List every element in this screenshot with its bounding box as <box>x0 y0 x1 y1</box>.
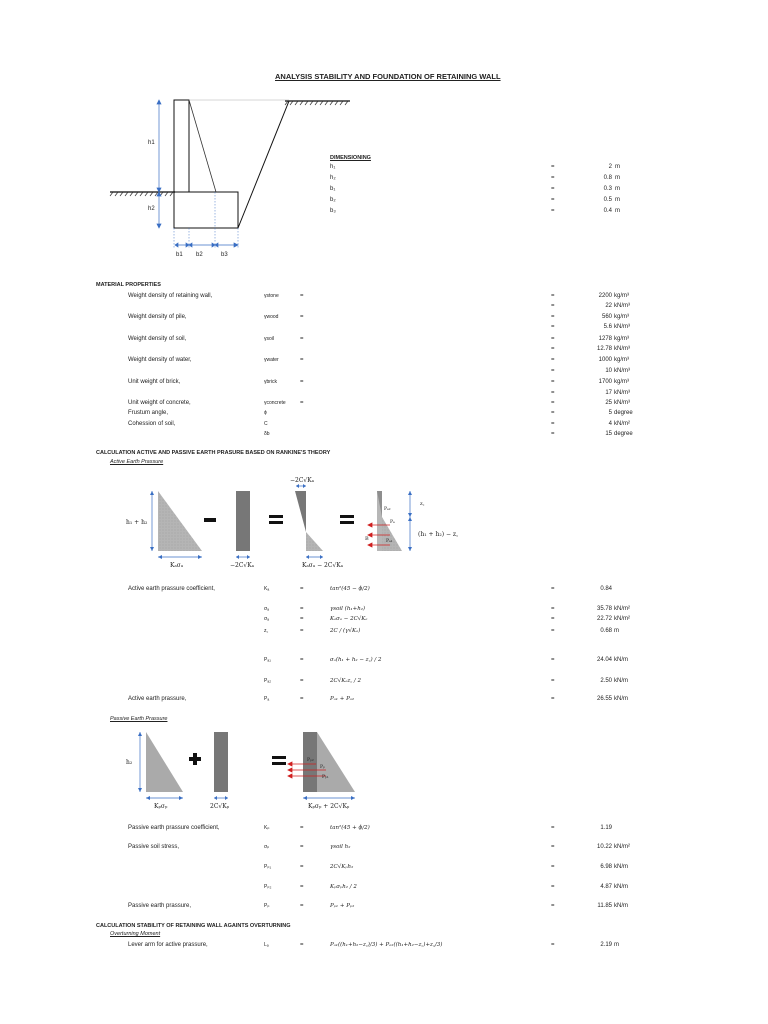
equals-sign: = <box>300 293 304 299</box>
passive-row-formula: Kₚσₚh₂ / 2 <box>330 884 357 890</box>
active-top-label: −2C√Kₐ <box>290 477 315 484</box>
material-unit: kN/m³ <box>614 400 630 406</box>
equals-sign: = <box>300 314 304 320</box>
equals-sign: = <box>551 186 555 192</box>
h2-label: h2 <box>148 206 155 212</box>
material-value: 5.6 <box>603 324 612 330</box>
material-value: 560 <box>601 314 612 320</box>
dimension-unit: m <box>615 186 620 192</box>
equals-sign: = <box>551 678 555 684</box>
equals-sign: = <box>300 616 304 622</box>
dimension-value: 0.5 <box>603 197 612 203</box>
material-symbol: γwater <box>264 357 279 363</box>
pp1-label: Pₚ₁ <box>322 775 329 780</box>
passive-row-formula: tan²(45 + ϕ/2) <box>330 825 370 831</box>
overturning-header: CALCULATION STABILITY OF RETAINING WALL AGAINTS OVERTURNING <box>96 923 291 929</box>
active-row-formula: Pₐ₁ + Pₐ₂ <box>330 696 355 702</box>
passive-row-unit: kN/m² <box>614 844 630 850</box>
equals-sign: = <box>551 410 555 416</box>
active-row-value: 0.68 <box>600 628 612 634</box>
equals-sign: = <box>300 942 304 948</box>
equals-sign: = <box>551 696 555 702</box>
material-label: Weight density of retaining wall, <box>128 293 213 299</box>
material-value: 10 <box>605 368 612 374</box>
material-unit: kN/m³ <box>614 303 630 309</box>
overturning-subheader: Overturning Moment <box>110 931 161 937</box>
passive-row-label: Passive earth prassure coefficient, <box>128 825 220 831</box>
equals-sign: = <box>300 586 304 592</box>
material-unit: kN/m³ <box>614 346 630 352</box>
active-2c-label: −2C√Kₐ <box>230 562 255 569</box>
passive-kp-label: Kₚσₚ <box>154 803 168 810</box>
equals-sign: = <box>551 346 555 352</box>
equals-sign: = <box>551 357 555 363</box>
passive-row-symbol: Pₚ <box>264 903 270 909</box>
active-row-value: 0.84 <box>600 586 612 592</box>
material-value: 2200 <box>598 293 612 299</box>
equals-sign: = <box>300 884 304 890</box>
active-row-formula: Kₐσₐ − 2C√Kₐ <box>330 616 368 622</box>
dimension-symbol: h₁ <box>330 164 336 170</box>
overturning-row-formula: Pₐ₁((h₁+h₂−z꜀)/3) + Pₐ₂((h₁+h₂−z꜀)+z꜀/3) <box>330 942 443 948</box>
active-row-symbol: Kₐ <box>264 586 270 592</box>
equals-sign: = <box>551 197 555 203</box>
equals-sign: = <box>551 942 555 948</box>
material-unit: degree <box>614 431 633 437</box>
passive-row-value: 10.22 <box>596 844 612 850</box>
equals-sign: = <box>300 400 304 406</box>
material-label: Frustum angle, <box>128 410 169 416</box>
material-unit: degree <box>614 410 633 416</box>
passive-row-label: Passive earth prassure, <box>128 903 192 909</box>
equals-sign: = <box>551 390 555 396</box>
dimension-value: 0.8 <box>603 175 612 181</box>
material-symbol: γconcrete <box>264 400 286 406</box>
active-kaoa-label: Kₐσₐ <box>170 562 184 569</box>
equals-sign: = <box>551 324 555 330</box>
zc-label: z꜀ <box>420 501 425 507</box>
material-label: Weight density of water, <box>128 357 192 363</box>
pa2-label: Pₐ₂ <box>384 507 391 512</box>
equals-sign: = <box>551 208 555 214</box>
overturning-row-symbol: Lₐ <box>264 942 269 948</box>
h1-label: h1 <box>148 140 155 146</box>
active-row-value: 35.78 <box>596 606 612 612</box>
material-symbol: δb <box>264 431 270 437</box>
dimension-value: 2 <box>608 164 612 170</box>
material-value: 25 <box>605 400 612 406</box>
equals-sign: = <box>300 696 304 702</box>
minus-sign-icon <box>204 518 216 522</box>
active-row-unit: kN/m <box>614 696 628 702</box>
material-symbol: γwood <box>264 314 279 320</box>
active-row-label: Active earth prassure, <box>128 696 187 702</box>
passive-row-unit: kN/m <box>614 884 628 890</box>
equals-sign: = <box>300 864 304 870</box>
passive-row-symbol: Pₚ₁ <box>264 864 272 870</box>
active-row-unit: kN/m² <box>614 606 630 612</box>
dimension-value: 0.3 <box>603 186 612 192</box>
material-unit: kg/m³ <box>614 379 629 385</box>
material-value: 17 <box>605 390 612 396</box>
passive-pressure-diagram <box>120 726 380 816</box>
dimension-value: 0.4 <box>603 208 612 214</box>
arm-label: (h₁ + h₂) − z꜀ <box>418 531 459 538</box>
passive-subheader: Passive Earth Prassure <box>110 716 168 722</box>
material-value: 15 <box>605 431 612 437</box>
material-label: Weight density of soil, <box>128 336 187 342</box>
equals-sign: = <box>551 431 555 437</box>
equals-sign: = <box>551 884 555 890</box>
rankine-header: CALCULATION ACTIVE AND PASSIVE EARTH PRASURE BASED ON RANKINE'S THEORY <box>96 450 331 456</box>
active-row-symbol: Pₐ <box>264 696 270 702</box>
active-row-formula: 2C√Kₐz꜀ / 2 <box>330 678 362 684</box>
dimension-symbol: h₂ <box>330 175 336 181</box>
material-value: 1700 <box>598 379 612 385</box>
b2-label: b2 <box>196 252 203 258</box>
active-row-formula: σₐ(h₁ + h₂ − z꜀) / 2 <box>330 657 382 663</box>
passive-row-value: 1.19 <box>600 825 612 831</box>
material-unit: kN/m² <box>614 421 630 427</box>
dimension-unit: m <box>615 208 620 214</box>
b3-label: b3 <box>221 252 228 258</box>
dimension-symbol: b₃ <box>330 208 336 214</box>
dimension-symbol: b₂ <box>330 197 336 203</box>
equals-sign: = <box>551 628 555 634</box>
passive-row-formula: γsoil h₂ <box>330 844 351 850</box>
active-row-unit: kN/m <box>614 657 628 663</box>
pp2-label: Pₚ₂ <box>307 758 314 763</box>
active-h-label: h₁ + h₂ <box>126 519 148 526</box>
active-row-symbol: σₐ <box>264 606 269 612</box>
active-row-formula: 2C / (γ√Kₐ) <box>330 628 361 634</box>
equals-sign: = <box>551 164 555 170</box>
active-row-symbol: Pₐ₁ <box>264 657 271 663</box>
equals-sign: = <box>551 903 555 909</box>
equals-sign: = <box>551 293 555 299</box>
pa-label: Pₐ <box>390 520 395 525</box>
passive-res-label: Kₚσₚ + 2C√Kₚ <box>308 803 350 810</box>
equals-sign: = <box>300 379 304 385</box>
material-symbol: γbrick <box>264 379 278 385</box>
equals-sign: = <box>551 336 555 342</box>
equals-sign: = <box>551 400 555 406</box>
pp-label: Pₚ <box>320 765 325 770</box>
dimensioning-header: DIMENSIONING <box>330 155 371 161</box>
passive-row-symbol: σₚ <box>264 844 270 850</box>
equals-sign: = <box>300 606 304 612</box>
dimension-unit: m <box>615 175 620 181</box>
overturning-row-unit: m <box>614 942 619 948</box>
equals-sign: = <box>551 421 555 427</box>
active-row-symbol: Pₐ₂ <box>264 678 272 684</box>
material-label: Unit weight of concrete, <box>128 400 191 406</box>
equals-sign: = <box>300 903 304 909</box>
passive-row-value: 6.98 <box>600 864 612 870</box>
dimension-unit: m <box>615 164 620 170</box>
overturning-row-label: Lever arm for active prassure, <box>128 942 208 948</box>
passive-row-value: 11.85 <box>597 903 612 909</box>
material-value: 5 <box>608 410 612 416</box>
equals-sign: = <box>551 616 555 622</box>
material-unit: kN/m³ <box>614 390 630 396</box>
equals-sign: = <box>551 844 555 850</box>
equals-sign: = <box>300 678 304 684</box>
material-unit: kg/m³ <box>614 293 629 299</box>
equals-sign: = <box>300 657 304 663</box>
equals-sign: = <box>300 628 304 634</box>
material-unit: kN/m³ <box>614 324 630 330</box>
equals-sign: = <box>551 314 555 320</box>
material-label: Cohession of soil, <box>128 421 176 427</box>
active-res-label: Kₐσₐ − 2C√Kₐ <box>302 562 344 569</box>
material-unit: kg/m³ <box>614 314 629 320</box>
dimension-symbol: b₁ <box>330 186 336 192</box>
equals-sign: = <box>551 303 555 309</box>
passive-row-formula: 2C√Kₚh₂ <box>330 864 354 870</box>
passive-row-unit: kN/m <box>614 903 628 909</box>
equals-sign: = <box>551 586 555 592</box>
material-value: 1278 <box>598 336 612 342</box>
b-label: B <box>365 536 369 542</box>
equals-sign: = <box>300 844 304 850</box>
overturning-row-value: 2.19 <box>600 942 612 948</box>
active-subheader: Active Earth Prassure <box>110 459 164 465</box>
equals-sign: = <box>551 368 555 374</box>
active-pressure-diagram <box>120 472 480 572</box>
dimension-unit: m <box>615 197 620 203</box>
passive-row-symbol: Pₚ₂ <box>264 884 272 890</box>
passive-row-label: Passive soil stress, <box>128 844 180 850</box>
material-value: 22 <box>605 303 612 309</box>
material-value: 12.78 <box>596 346 612 352</box>
material-unit: kN/m³ <box>614 368 630 374</box>
passive-row-value: 4.87 <box>600 884 612 890</box>
equals-sign: = <box>551 825 555 831</box>
equals-sign: = <box>300 357 304 363</box>
passive-h-label: h₂ <box>126 759 133 766</box>
passive-row-unit: kN/m <box>614 864 628 870</box>
active-row-formula: γsoil (h₁+h₂) <box>330 606 366 612</box>
material-unit: kg/m³ <box>614 357 629 363</box>
material-properties-header: MATERIAL PROPERTIES <box>96 282 161 288</box>
active-row-formula: tan²(45 − ϕ/2) <box>330 586 370 592</box>
equals-sign: = <box>300 825 304 831</box>
active-row-value: 26.55 <box>596 696 612 702</box>
material-symbol: γstone <box>264 293 279 299</box>
equals-sign: = <box>300 336 304 342</box>
b1-label: b1 <box>176 252 183 258</box>
active-row-value: 24.04 <box>596 657 612 663</box>
material-label: Weight density of pile, <box>128 314 187 320</box>
active-row-symbol: σₐ <box>264 616 269 622</box>
equals-sign: = <box>551 379 555 385</box>
material-value: 4 <box>608 421 612 427</box>
active-row-unit: kN/m² <box>614 616 630 622</box>
equals-sign: = <box>551 864 555 870</box>
page-title: ANALYSIS STABILITY AND FOUNDATION OF RETAINING WALL <box>275 72 501 81</box>
material-unit: kg/m³ <box>614 336 629 342</box>
active-row-unit: kN/m <box>614 678 628 684</box>
active-row-value: 22.72 <box>596 616 612 622</box>
material-value: 1000 <box>598 357 612 363</box>
passive-2c-label: 2C√Kₚ <box>210 803 230 810</box>
equals-sign: = <box>551 175 555 181</box>
passive-row-formula: Pₚ₁ + Pₚ₂ <box>330 903 355 909</box>
material-symbol: ϕ <box>264 410 267 416</box>
pa1-label: Pₐ₁ <box>386 539 393 544</box>
active-row-symbol: z꜀ <box>264 628 269 634</box>
passive-row-symbol: Kₚ <box>264 825 270 831</box>
material-label: Unit weight of brick, <box>128 379 181 385</box>
material-symbol: γsoil <box>264 336 275 342</box>
active-row-value: 2.50 <box>600 678 612 684</box>
material-symbol: C <box>264 421 268 427</box>
active-row-label: Active earth prassure coefficient, <box>128 586 215 592</box>
equals-sign: = <box>551 657 555 663</box>
equals-sign: = <box>551 606 555 612</box>
equals-sign-icon <box>269 515 283 518</box>
active-row-unit: m <box>614 628 619 634</box>
